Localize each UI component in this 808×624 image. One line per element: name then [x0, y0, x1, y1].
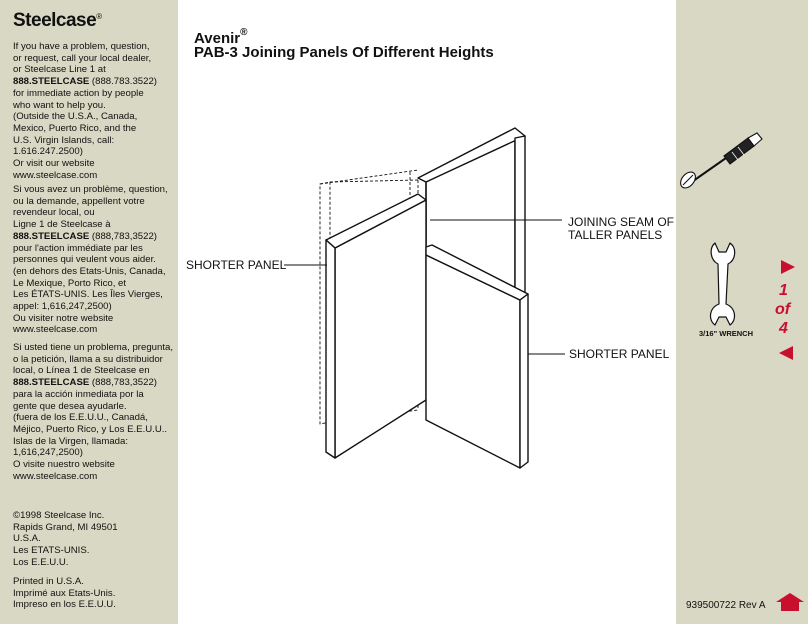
phone-line: 888.STEELCASE (888,783,3522) — [13, 230, 157, 242]
label-shorter-panel-right: SHORTER PANEL — [569, 347, 670, 361]
wrench-label: 3/16" WRENCH — [699, 329, 753, 338]
document-number: 939500722 Rev A — [686, 600, 766, 611]
website-link[interactable]: www.steelcase.com — [13, 470, 98, 482]
steelcase-logo: Steelcase® — [13, 10, 102, 31]
prev-page-arrow-icon[interactable] — [777, 344, 795, 362]
front-panel-edge — [520, 294, 528, 468]
website-link[interactable]: www.steelcase.com — [13, 324, 98, 336]
contact-french: Si vous avez un problème, question, ou la demande, appellent votre revendeur local, ou Ligne 1 de Steelcase à 888.STEELCASE (888,783,3522) pour l'action immédiate par les personnes qui veulent vous aider. (en dehors des Etats-Unis, Canada, Le Mexique, Porto Rico, et Les ÉTATS-UNIS. Les Îles Vierges, appel: 1,616,247,2500) Ou visiter notre website www.steelcase.com — [13, 184, 175, 336]
page-of: of — [775, 301, 791, 318]
printed-block: Printed in U.S.A. Imprimé aux Etats-Unis. Impreso en los E.E.U.U. — [13, 576, 116, 611]
page-number: 1 — [779, 282, 788, 299]
page-total: 4 — [779, 320, 788, 337]
home-icon[interactable] — [775, 592, 805, 612]
label-joining-seam: JOINING SEAM OF TALLER PANELS — [568, 215, 675, 242]
screwdriver-icon — [678, 130, 768, 200]
phone-line: 888.STEELCASE (888.783.3522) — [13, 76, 157, 88]
next-page-arrow-icon[interactable] — [779, 258, 797, 276]
panel-diagram — [178, 0, 676, 624]
product-name: Avenir® — [194, 27, 248, 47]
copyright-block: ©1998 Steelcase Inc. Rapids Grand, MI 49501 U.S.A. Les ETATS-UNIS. Los E.E.U.U. — [13, 510, 118, 568]
contact-spanish: Si usted tiene un problema, pregunta, o la petición, llama a su distribuidor local, o Línea 1 de Steelcase en 888.STEELCASE (888,783,3522) para la acción inmediata por la gente que desea ayudarle. (fuera de los E.E.U.U., Canadá, Méjico, Puerto Rico, y Los E.E.U.U.. Islas de la Virgen, llamada: 1,616,247,2500) O visite nuestro website www.steelcase.com — [13, 342, 174, 482]
website-link[interactable]: www.steelcase.com — [13, 169, 98, 181]
phone-line: 888.STEELCASE (888,783,3522) — [13, 377, 157, 389]
page-title: PAB-3 Joining Panels Of Different Heights — [194, 44, 494, 61]
left-panel-edge — [326, 240, 335, 458]
wrench-icon — [706, 240, 740, 328]
contact-english: If you have a problem, question, or request, call your local dealer, or Steelcase Line 1 at 888.STEELCASE (888.783.3522) for immediate action by people who want to help you. (Outside the U.S.A., Canada, Mexico, Puerto Rico, and the U.S. Virgin Islands, call: 1.616.247.2500) Or visit our website www.steelcase.com — [13, 41, 175, 181]
label-shorter-panel-left: SHORTER PANEL — [186, 258, 287, 272]
